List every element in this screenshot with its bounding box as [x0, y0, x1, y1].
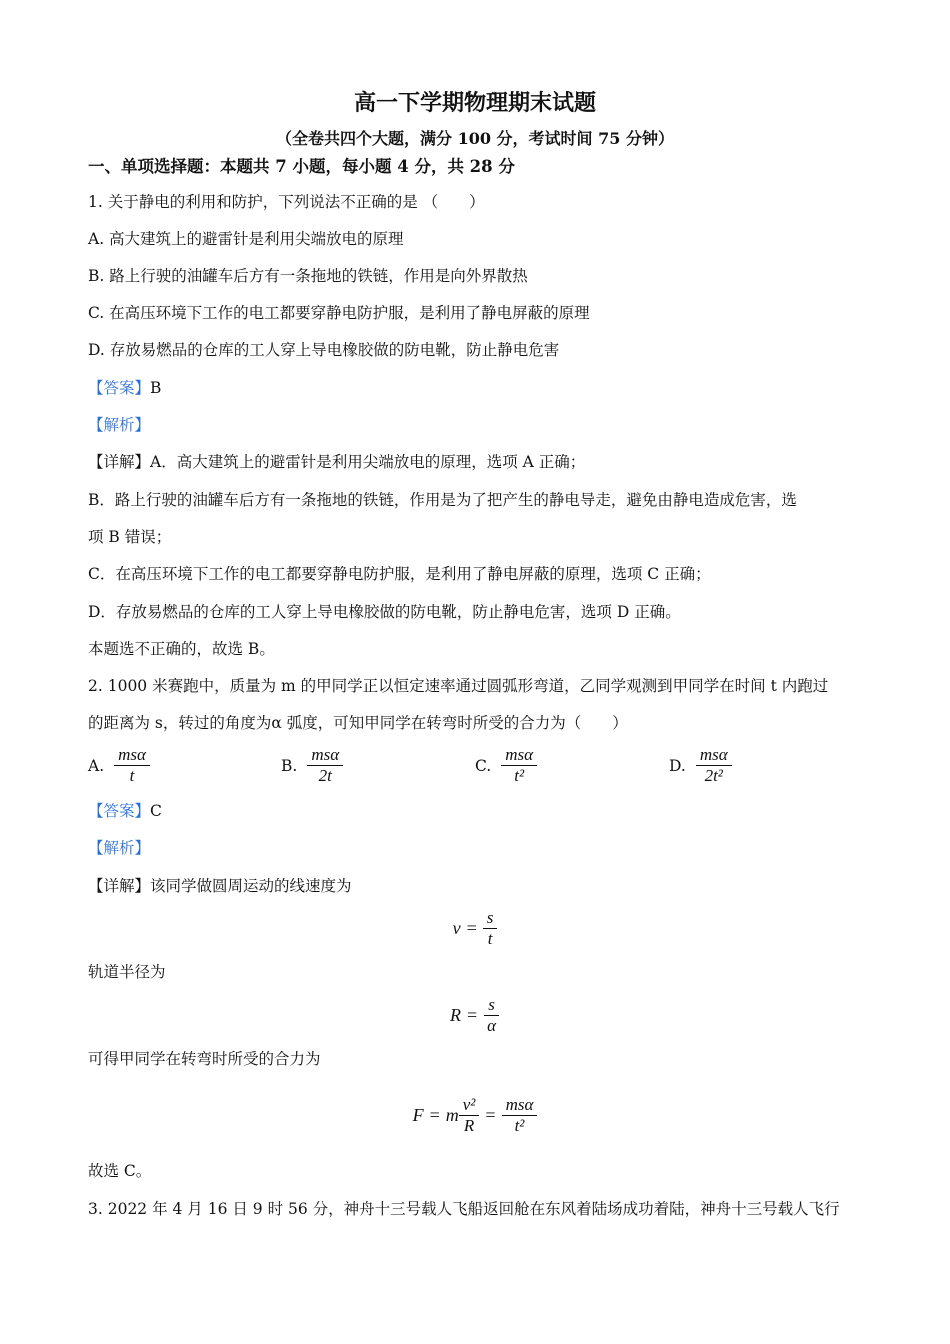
equation-radius: R = $\frac{s}{\alpha}$	[0, 995, 950, 1036]
detail-text: 该同学做圆周运动的线速度为	[150, 877, 352, 895]
option-fraction: $\frac{\text{msα}}{t}$	[114, 745, 150, 786]
answer-label: 【答案】	[88, 379, 151, 397]
answer-value: B	[150, 379, 162, 397]
option-fraction: $\frac{\text{msα}}{\text{2t²}}$	[696, 745, 732, 786]
q2-option-d	[669, 745, 732, 786]
eq-fraction: $\frac{s}{t}$	[483, 908, 498, 949]
q1-answer	[88, 378, 161, 398]
option-label: C.	[475, 756, 492, 775]
option-fraction: $\frac{\text{msα}}{\text{t²}}$	[501, 745, 537, 786]
equation-velocity: v = $\frac{s}{t}$	[0, 908, 950, 949]
exam-subtitle: （全卷共四个大题，满分 100 分，考试时间 75 分钟）	[276, 129, 674, 148]
q1-option-a: A. 高大建筑上的避雷针是利用尖端放电的原理	[88, 230, 404, 248]
q2-detail-3: 可得甲同学在转弯时所受的合力为	[88, 1050, 321, 1068]
q2-stem-line2: 的距离为 s，转过的角度为α 弧度，可知甲同学在转弯时所受的合力为（ ）	[88, 714, 628, 732]
section-heading: 一、单项选择题：本题共 7 小题，每小题 4 分，共 28 分	[88, 157, 515, 176]
q2-analysis-label: 【解析】	[88, 839, 151, 857]
option-label: D.	[669, 756, 686, 775]
q1-conclusion: 本题选不正确的，故选 B。	[88, 640, 275, 658]
q2-stem-line1: 2. 1000 米赛跑中，质量为 m 的甲同学正以恒定速率通过圆弧形弯道，乙同学观测到甲同学在时间 t 内跑过	[88, 677, 829, 695]
detail-text: A．高大建筑上的避雷针是利用尖端放电的原理，选项 A 正确；	[150, 453, 586, 471]
q3-stem-line1: 3. 2022 年 4 月 16 日 9 时 56 分，神舟十三号载人飞船返回舱在东风着陆场成功着陆，神舟十三号载人飞行	[88, 1200, 840, 1218]
detail-label: 【详解】	[88, 877, 151, 895]
q1-detail-c: C．在高压环境下工作的电工都要穿静电防护服，是利用了静电屏蔽的原理，选项 C 正确；	[88, 565, 711, 583]
q1-option-c: C. 在高压环境下工作的电工都要穿静电防护服，是利用了静电屏蔽的原理	[88, 304, 590, 322]
eq-lhs: F	[412, 1105, 424, 1125]
option-fraction: $\frac{\text{msα}}{2t}$	[307, 745, 343, 786]
q1-option-d: D. 存放易燃品的仓库的工人穿上导电橡胶做的防电靴，防止静电危害	[88, 341, 560, 359]
answer-value: C	[150, 802, 162, 820]
q2-option-a	[88, 745, 150, 786]
q1-analysis-label: 【解析】	[88, 416, 151, 434]
option-label: B.	[281, 756, 298, 775]
eq-fraction: $\frac{\text{msα}}{\text{t²}}$	[502, 1095, 538, 1136]
q1-detail-a	[88, 452, 585, 472]
q2-conclusion: 故选 C。	[88, 1162, 152, 1180]
eq-fraction: $\frac{\text{v²}}{R}$	[459, 1095, 480, 1136]
option-label: A.	[88, 756, 105, 775]
q2-option-b	[281, 745, 343, 786]
q1-detail-b2: 项 B 错误；	[88, 528, 172, 546]
detail-label: 【详解】	[88, 453, 151, 471]
q2-detail-2: 轨道半径为	[88, 963, 166, 981]
equation-force: F = m $\frac{\text{v²}}{R}$ = $\frac{\text{msα}}{\text{t²}}$	[0, 1095, 950, 1136]
q2-detail-1	[88, 876, 352, 896]
q1-option-b: B. 路上行驶的油罐车后方有一条拖地的铁链，作用是向外界散热	[88, 267, 528, 285]
q2-answer	[88, 801, 162, 821]
eq-lhs: v	[452, 918, 461, 938]
eq-lhs: R	[449, 1005, 461, 1025]
q2-option-c	[475, 745, 537, 786]
eq-mass: m	[445, 1105, 459, 1125]
q1-detail-b1: B．路上行驶的油罐车后方有一条拖地的铁链，作用是为了把产生的静电导走，避免由静电造成危害，选	[88, 491, 797, 509]
eq-fraction: $\frac{s}{\alpha}$	[483, 995, 500, 1036]
q1-detail-d: D．存放易燃品的仓库的工人穿上导电橡胶做的防电靴，防止静电危害，选项 D 正确。	[88, 603, 681, 621]
page-title: 高一下学期物理期末试题	[353, 90, 596, 116]
answer-label: 【答案】	[88, 802, 151, 820]
q1-stem: 1. 关于静电的利用和防护，下列说法不正确的是 （ ）	[88, 193, 485, 211]
